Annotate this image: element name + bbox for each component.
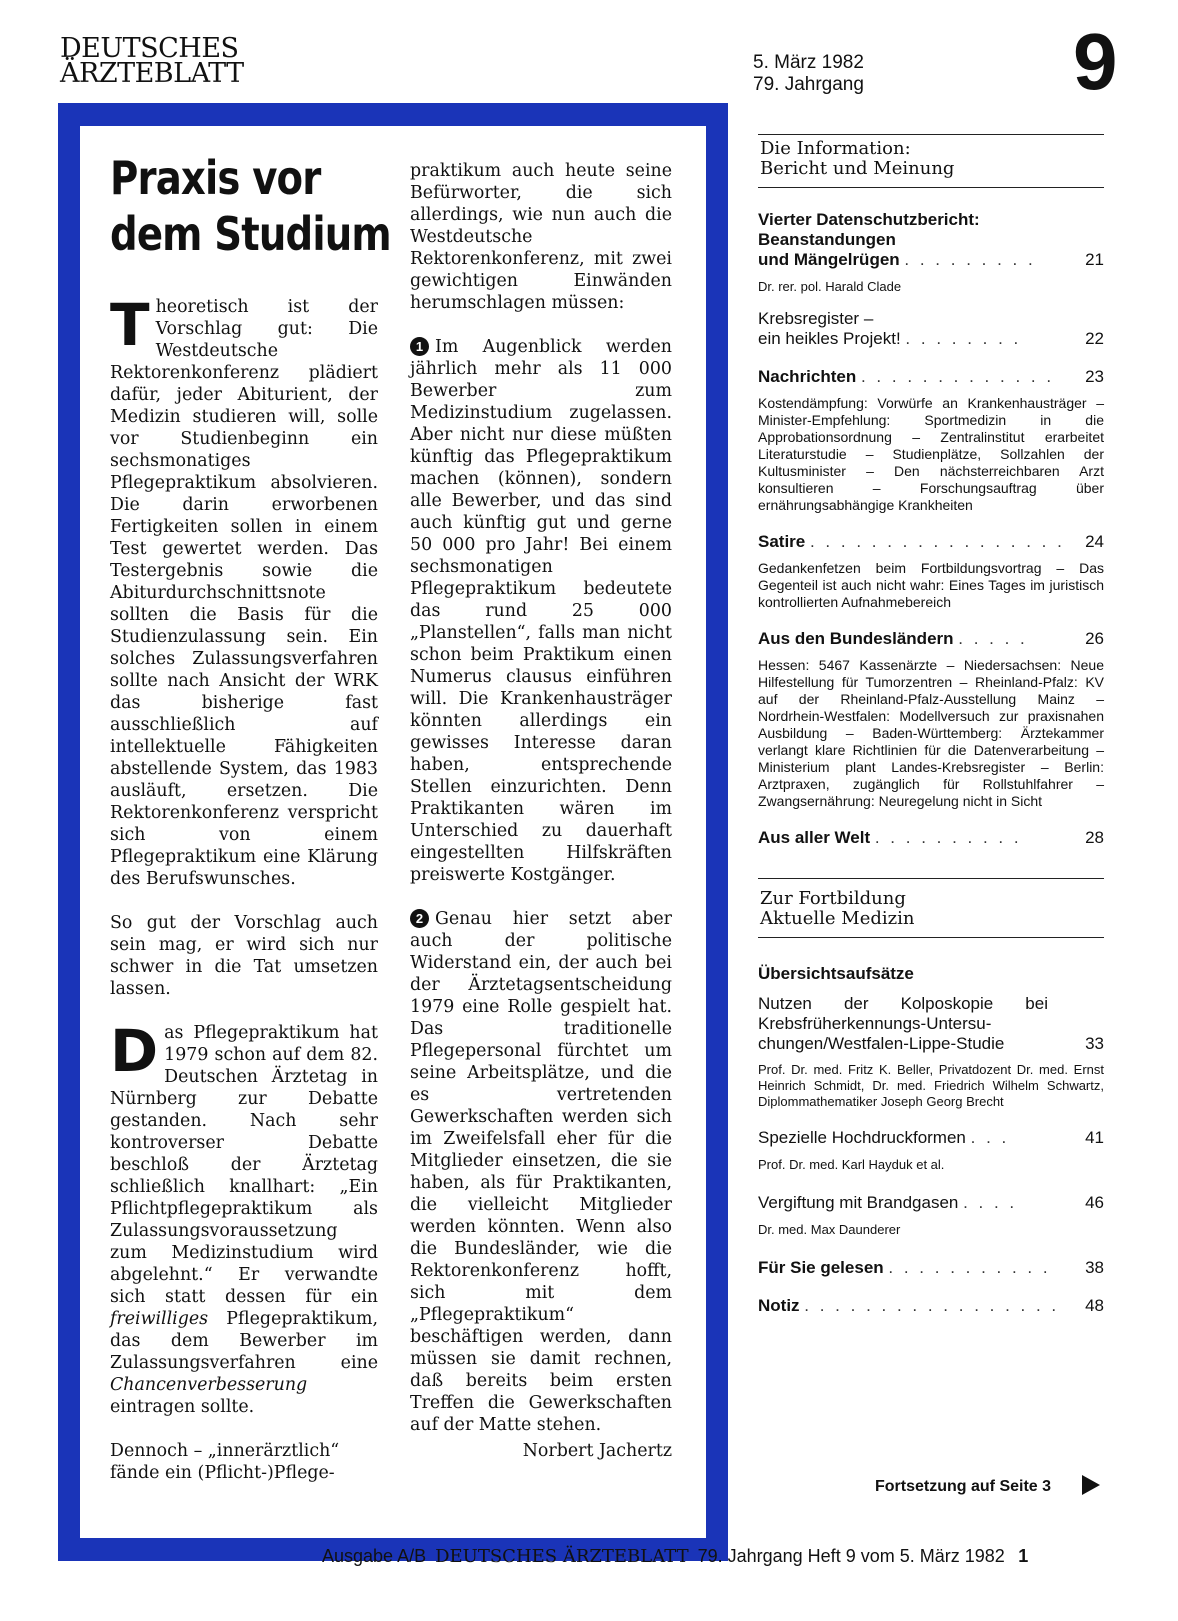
emphasis: Chancenverbesserung [110,1375,308,1395]
issue-date: 5. März 1982 [753,52,864,73]
entry-title: Vergiftung mit Brandgasen . . . . [758,1193,1018,1212]
page-number: 38 [1085,1258,1104,1277]
footer-issue-info: 79. Jahrgang Heft 9 vom 5. März 1982 [697,1546,1005,1566]
toc-entry[interactable] [758,828,1104,848]
entry-title: Nutzen der Kolposkopie bei [758,994,1048,1013]
masthead-logo [60,33,244,89]
toc-entry[interactable] [758,1296,1104,1316]
paragraph [410,336,672,886]
toc-entry[interactable] [758,309,1104,349]
toc-subheading: Übersichtsaufsätze [758,964,914,983]
issue-date-block [753,52,864,96]
toc-entry[interactable] [758,629,1104,810]
toc-entry[interactable] [758,1193,1104,1238]
entry-title: Vierter Datenschutzbericht: [758,210,980,229]
entry-summary: Kostendämpfung: Vorwürfe an Krankenhausträger – Minister-Empfehlung: Sportmedizin in die Approbationsordnung – Zentralinstitut erarbeitet Literaturstudie – Studienplätze, Sollzahlen der Kultusminister – Den nächsterreichbaren Arzt konsultieren – Forschungsauftrag über ernährungsabhängige Krankheiten [758,395,1104,513]
entry-title: Krebsfrüherkennungs-Untersu- [758,1014,992,1033]
headline-line1: Praxis vor [110,151,321,205]
masthead-line1: DEUTSCHES [60,33,239,64]
paragraph-text: Im Augenblick werden jährlich mehr als 11 000 Bewerber zum Medizinstudium zugelassen. Aber nicht nur diese müßten künftig das Pflegepraktikum machen (können), sondern alle Bewerber, und das sind auch künftig gut und gerne 50 000 pro Jahr! Bei einem sechsmonatigen Pflegepraktikum bedeutete das rund 25 000 „Planstellen“, falls man nicht schon beim Praktikum einen Numerus clausus einführen will. Die Krankenhausträger könnten allerdings ein gewisses Interesse daran haben, entsprechende Stellen einzurichten. Denn Praktikanten wären im Unterschied zu dauerhaft eingestellten Hilfskräften preiswerte Kostgänger. [410,337,672,885]
continued-on-page-link[interactable]: Fortsetzung auf Seite 3 [875,1478,1052,1495]
footer-edition: Ausgabe A/B [322,1546,427,1566]
toc-entry[interactable] [758,994,1104,1110]
entry-title: Krebsregister – [758,309,874,328]
article-column-left [110,291,378,1506]
entry-title: und Mängelrügen . . . . . . . . . [758,250,1036,269]
entry-title: ein heikles Projekt! . . . . . . . . [758,329,1022,348]
emphasis: freiwilliges [110,1309,209,1329]
entry-author: Prof. Dr. med. Fritz K. Beller, Privatdozent Dr. med. Ernst Heinrich Schmidt, Dr. med. Friedrich Wilhelm Schwartz, Diplommathematiker Joseph Georg Brecht [758,1062,1104,1109]
number-2-icon: 2 [410,909,429,928]
section-line: Die Information: [760,138,911,159]
arrow-right-icon [1082,1475,1100,1495]
divider [758,187,1104,188]
entry-title: Aus den Bundesländern . . . . . [758,629,1028,648]
entry-title: Notiz . . . . . . . . . . . . . . . . . [758,1296,1060,1315]
entry-author: Dr. med. Max Daunderer [758,1222,901,1237]
section-line: Bericht und Meinung [760,158,955,179]
entry-summary: Hessen: 5467 Kassenärzte – Niedersachsen: Neue Hilfestellung für Tumorzentren – Rheinland-Pfalz: KV auf der Rheinland-Pfalz-Ausstellung Mainz – Nordrhein-Westfalen: Modellversuch zur praxisnahen Ausbildung – Baden-Württemberg: Ärztekammer verlangt klare Richtlinien für die Datenverarbeitung – Ministerium plant Landes-Krebsregister – Berlin: Arztpraxen, zugänglich für Rollstuhlfahrer – Zwangsernährung: Neuregelung nicht in Sicht [758,657,1104,809]
section-line: Aktuelle Medizin [760,908,915,929]
toc-entry[interactable] [758,532,1104,611]
toc-section-heading [758,135,1104,187]
issue-number: 9 [1073,17,1118,106]
drop-cap: T [110,291,150,359]
page-number: 21 [1085,250,1104,269]
entry-title: Aus aller Welt . . . . . . . . . . [758,828,1022,847]
issue-volume: 79. Jahrgang [753,74,864,95]
toc-entry[interactable] [758,210,1104,295]
page-number: 23 [1085,367,1104,386]
article-column-middle [410,160,672,1462]
entry-title: Nachrichten . . . . . . . . . . . . . [758,367,1055,386]
paragraph: praktikum auch heute seine Befürworter, die sich allerdings, wie nun auch die Westdeutsche Rektorenkonferenz, mit zwei gewichtigen Einwänden herumschlagen müssen: [410,161,672,313]
entry-title: Beanstandungen [758,230,896,249]
toc-entry[interactable] [758,1128,1104,1173]
entry-title: chungen/Westfalen-Lippe-Studie [758,1034,1005,1053]
page-number: 28 [1085,828,1104,847]
page-footer [322,1546,1028,1567]
table-of-contents [758,134,1104,1316]
drop-cap: D [110,1017,159,1085]
entry-author: Dr. rer. pol. Harald Clade [758,279,902,294]
entry-title: Satire . . . . . . . . . . . . . . . . . [758,532,1065,551]
paragraph [110,291,378,890]
entry-author: Prof. Dr. med. Karl Hayduk et al. [758,1157,945,1172]
page-number: 24 [1085,532,1104,551]
page-number: 48 [1085,1296,1104,1315]
masthead-line2: ÄRZTEBLATT [60,58,244,89]
entry-title: Spezielle Hochdruckformen . . . [758,1128,1010,1147]
footer-page-number: 1 [1018,1546,1029,1566]
toc-entry[interactable] [758,1258,1104,1278]
number-1-icon: 1 [410,337,429,356]
footer-journal: DEUTSCHES ÄRZTEBLATT [435,1546,689,1567]
paragraph [110,1017,378,1418]
page-number: 26 [1085,629,1104,648]
toc-section-heading [758,879,1104,937]
paragraph-text: as Pflegepraktikum hat 1979 schon auf dem 82. Deutschen Ärztetag in Nürnberg zur Debatte gestanden. Nach sehr kontroverser Debatte beschloß der Ärztetag schließlich knallhart: „Ein Pflichtpflegepraktikum als Zulassungsvoraussetzung zum Medizinstudium wird abgelehnt.“ Er verwandte sich statt dessen für ein [110,1023,378,1307]
page-number: 22 [1085,329,1104,348]
article-author: Norbert Jachertz [522,1441,672,1461]
article-headline [110,150,391,262]
divider [758,937,1104,938]
paragraph [410,908,672,1436]
page-number: 41 [1085,1128,1104,1147]
entry-title: Für Sie gelesen . . . . . . . . . . . [758,1258,1051,1277]
paragraph: So gut der Vorschlag auch sein mag, er wird sich nur schwer in die Tat umsetzen lassen. [110,913,378,999]
toc-entry[interactable] [758,367,1104,514]
paragraph-text: eintragen sollte. [110,1397,255,1417]
paragraph: Dennoch – „innerärztlich“ fände ein (Pflicht-)Pflege- [110,1441,340,1483]
section-line: Zur Fortbildung [760,888,906,909]
paragraph-text: heoretisch ist der Vorschlag gut: Die Westdeutsche Rektorenkonferenz plädiert dafür, jeder Abiturient, der Medizin studieren will, solle vor Studienbeginn ein sechsmonatiges Pflegepraktikum absolvieren. Die darin erworbenen Fertigkeiten sollen in einem Test gewertet werden. Das Testergebnis sowie die Abiturdurchschnittsnote sollten die Basis für die Studienzulassung sein. Ein solches Zulassungsverfahren sollte nach Ansicht der WRK das bisherige fast ausschließlich auf intellektuelle Fähigkeiten abstellende System, das 1983 ausläuft, ersetzen. Die Rektorenkonferenz verspricht sich von einem Pflegepraktikum eine Klärung des Berufswunsches. [110,297,378,889]
paragraph-text: Genau hier setzt aber auch der politische Widerstand ein, der auch bei der Ärztetagsentscheidung 1979 eine Rolle gespielt hat. Das traditionelle Pflegepersonal fürchtet um seine Arbeitsplätze, und die es vertretenden Gewerkschaften werden sich im Zweifelsfall eher für die Mitglieder einsetzen, die sie haben, als für Praktikanten, die vielleicht Mitglieder werden könnten. Wenn also die Bundesländer, wie die Rektorenkonferenz hofft, sich mit dem „Pflegepraktikum“ beschäftigen werden, dann müssen sie damit rechnen, daß bereits beim ersten Treffen die Gewerkschaften auf der Matte stehen. [410,909,672,1435]
headline-line2: dem Studium [110,207,391,261]
page-number: 46 [1085,1193,1104,1212]
paragraph-text: Pflegepraktikum, das dem Bewerber im Zulassungsverfahren eine [110,1309,378,1373]
entry-summary: Gedankenfetzen beim Fortbildungsvortrag – Das Gegenteil ist auch nicht wahr: Eines Tages im juristisch kontrollierten Aufnahmebereich [758,560,1104,610]
page-number: 33 [1085,1034,1104,1053]
